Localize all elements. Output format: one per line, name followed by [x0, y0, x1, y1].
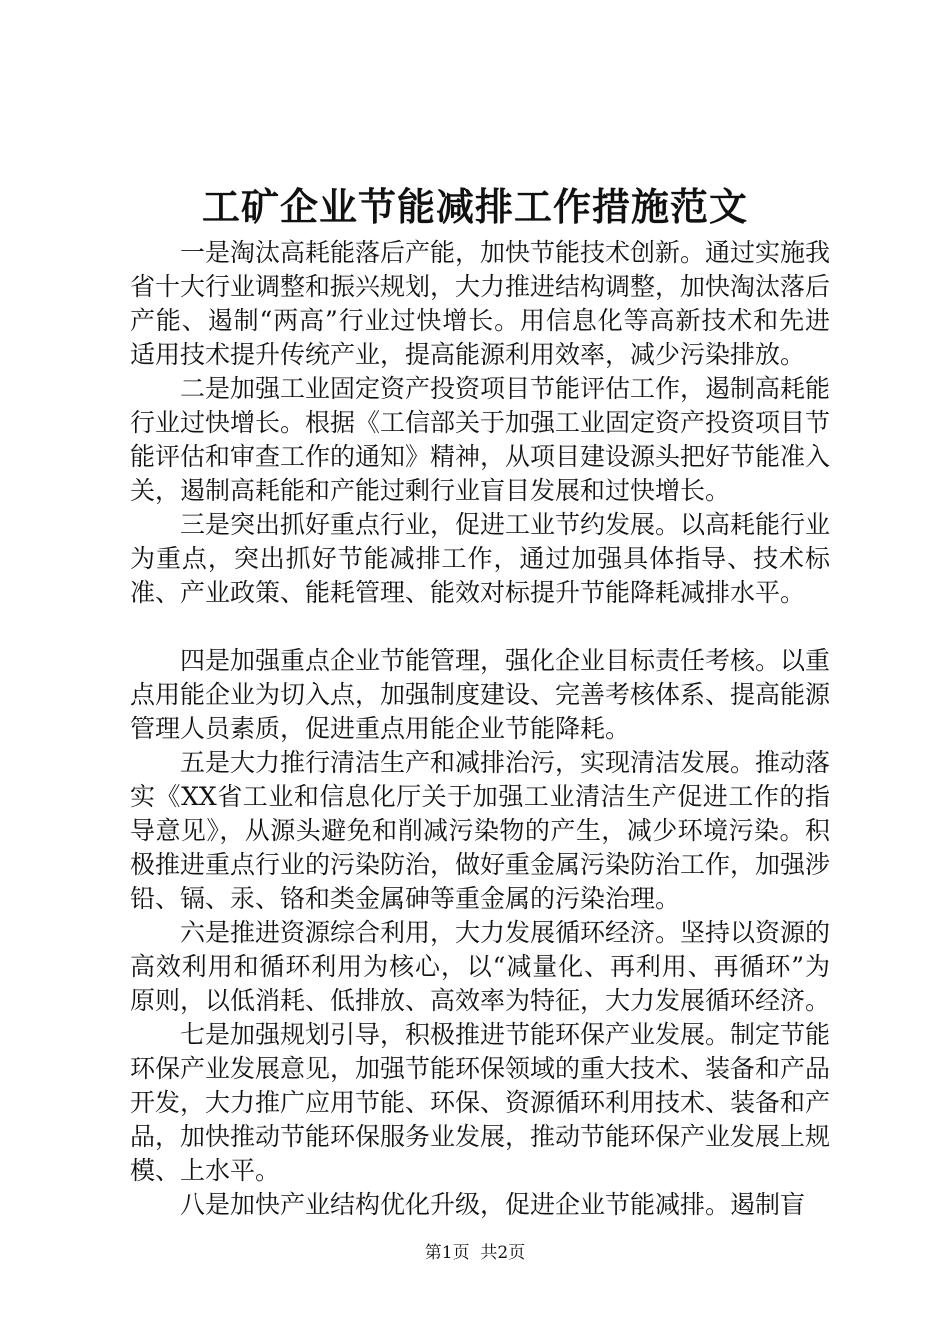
- paragraph-3: 三是突出抓好重点行业，促进工业节约发展。以高耗能行业为重点，突出抓好节能减排工作，通过加强具体指导、技术标准、产业政策、能耗管理、能效对标提升节能降耗减排水平。: [130, 510, 831, 607]
- paragraph-4: 四是加强重点企业节能管理，强化企业目标责任考核。以重点用能企业为切入点，加强制度建设、完善考核体系、提高能源管理人员素质，促进重点用能企业节能降耗。: [130, 646, 831, 743]
- paragraph-1: 一是淘汰高耗能落后产能，加快节能技术创新。通过实施我省十大行业调整和振兴规划，大力推进结构调整，加快淘汰落后产能、遏制“两高”行业过快增长。用信息化等高新技术和先进适用技术提升传统产业，提高能源利用效率，减少污染排放。: [130, 238, 831, 369]
- paragraph-2: 二是加强工业固定资产投资项目节能评估工作，遏制高耗能行业过快增长。根据《工信部关于加强工业固定资产投资项目节能评估和审查工作的通知》精神，从项目建设源头把好节能准入关，遏制高耗能和产能过剩行业盲目发展和过快增长。: [130, 374, 831, 505]
- paragraph-6: 六是推进资源综合利用，大力发展循环经济。坚持以资源的高效利用和循环利用为核心，以“减量化、再利用、再循环”为原则，以低消耗、低排放、高效率为特征，大力发展循环经济。: [130, 918, 831, 1015]
- page-number-total: 共2页: [480, 1243, 526, 1263]
- page-footer: [0, 1241, 950, 1265]
- paragraph-8: 八是加快产业结构优化升级，促进企业节能减排。遏制盲: [180, 1190, 806, 1219]
- paragraph-5: 五是大力推行清洁生产和减排治污，实现清洁发展。推动落实《XX省工业和信息化厅关于加强工业清洁生产促进工作的指导意见》，从源头避免和削减污染物的产生，减少环境污染。积极推进重点行业的污染防治，做好重金属污染防治工作，加强涉铅、镉、汞、铬和类金属砷等重金属的污染治理。: [130, 748, 831, 913]
- document-body: [130, 236, 830, 1222]
- page-number-current: 第1页: [424, 1243, 470, 1263]
- paragraph-7: 七是加强规划引导，积极推进节能环保产业发展。制定节能环保产业发展意见，加强节能环保领域的重大技术、装备和产品开发，大力推广应用节能、环保、资源循环利用技术、装备和产品，加快推动节能环保服务业发展，推动节能环保产业发展上规模、上水平。: [130, 1020, 831, 1185]
- document-title: 工矿企业节能减排工作措施范文: [201, 184, 748, 229]
